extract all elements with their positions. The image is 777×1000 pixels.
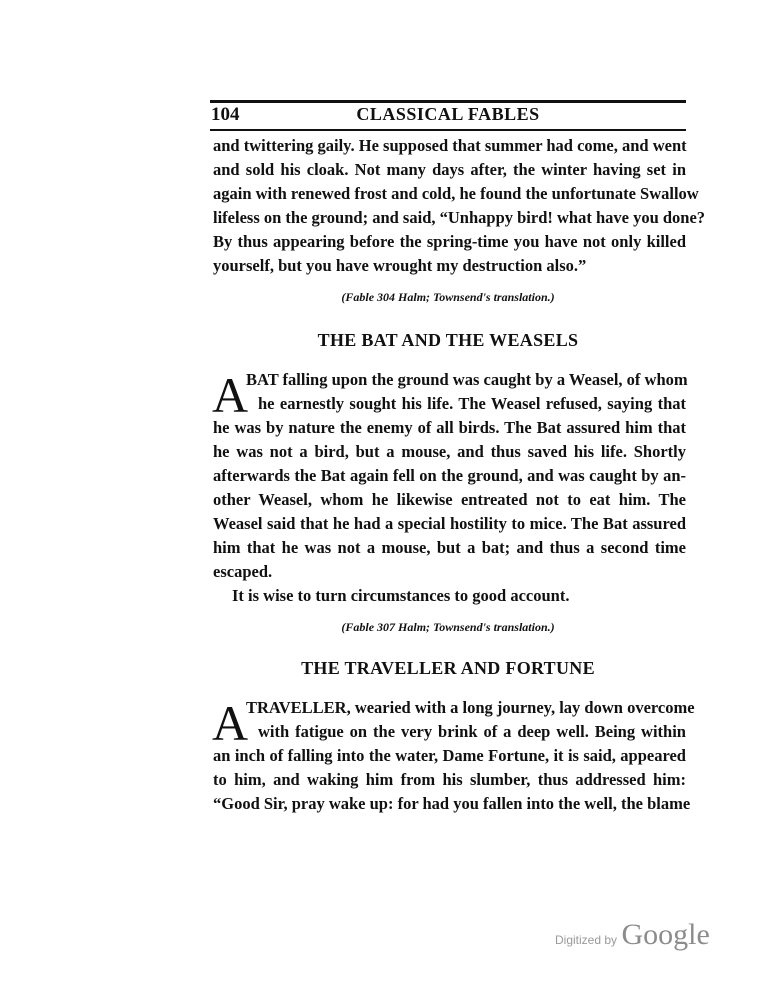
citation: (Fable 307 Halm; Townsend's translation.) <box>341 620 555 634</box>
text-line: he earnestly sought his life. The Weasel refused, saying that <box>258 394 686 413</box>
text-line: him that he was not a mouse, but a bat; and thus a second time <box>213 538 686 557</box>
text-line: an inch of falling into the water, Dame Fortune, it is said, appeared <box>213 746 686 765</box>
moral: It is wise to turn circumstances to good account. <box>232 586 570 605</box>
header-rule-top <box>210 100 686 103</box>
running-title: CLASSICAL FABLES <box>356 104 540 124</box>
text-line: TRAVELLER, wearied with a long journey, lay down overcome <box>246 698 695 717</box>
fable-title: THE TRAVELLER AND FORTUNE <box>301 658 595 678</box>
google-logo: Google <box>621 918 710 951</box>
text-line: other Weasel, whom he likewise entreated not to eat him. The <box>213 490 686 509</box>
citation: (Fable 304 Halm; Townsend's translation.) <box>341 290 555 304</box>
drop-cap: A <box>212 367 249 423</box>
drop-cap: A <box>212 695 249 751</box>
google-watermark <box>555 918 710 952</box>
page-number: 104 <box>211 104 240 125</box>
text-line: to him, and waking him from his slumber, thus addressed him: <box>213 770 686 789</box>
text-line: with fatigue on the very brink of a deep well. Being within <box>258 722 686 741</box>
text-line: Weasel said that he had a special hostility to mice. The Bat assured <box>213 514 686 533</box>
text-line: again with renewed frost and cold, he found the unfortunate Swallow <box>213 184 699 203</box>
header-rule-bottom <box>210 129 686 131</box>
text-line: he was not a bird, but a mouse, and thus saved his life. Shortly <box>213 442 686 461</box>
text-line: By thus appearing before the spring-time you have not only killed <box>213 232 686 251</box>
watermark-prefix: Digitized by <box>555 933 618 947</box>
text-line: afterwards the Bat again fell on the ground, and was caught by an- <box>213 466 686 485</box>
text-line: escaped. <box>213 562 273 581</box>
fable-title: THE BAT AND THE WEASELS <box>317 330 579 350</box>
text-line: BAT falling upon the ground was caught by a Weasel, of whom <box>246 370 688 389</box>
text-line: yourself, but you have wrought my destruction also.” <box>213 256 587 275</box>
text-line: “Good Sir, pray wake up: for had you fallen into the well, the blame <box>213 794 691 813</box>
text-line: and sold his cloak. Not many days after, the winter having set in <box>213 160 686 179</box>
text-line: lifeless on the ground; and said, “Unhappy bird! what have you done? <box>213 208 706 227</box>
text-line: he was by nature the enemy of all birds. The Bat assured him that <box>213 418 686 437</box>
text-line: and twittering gaily. He supposed that summer had come, and went <box>213 136 687 155</box>
